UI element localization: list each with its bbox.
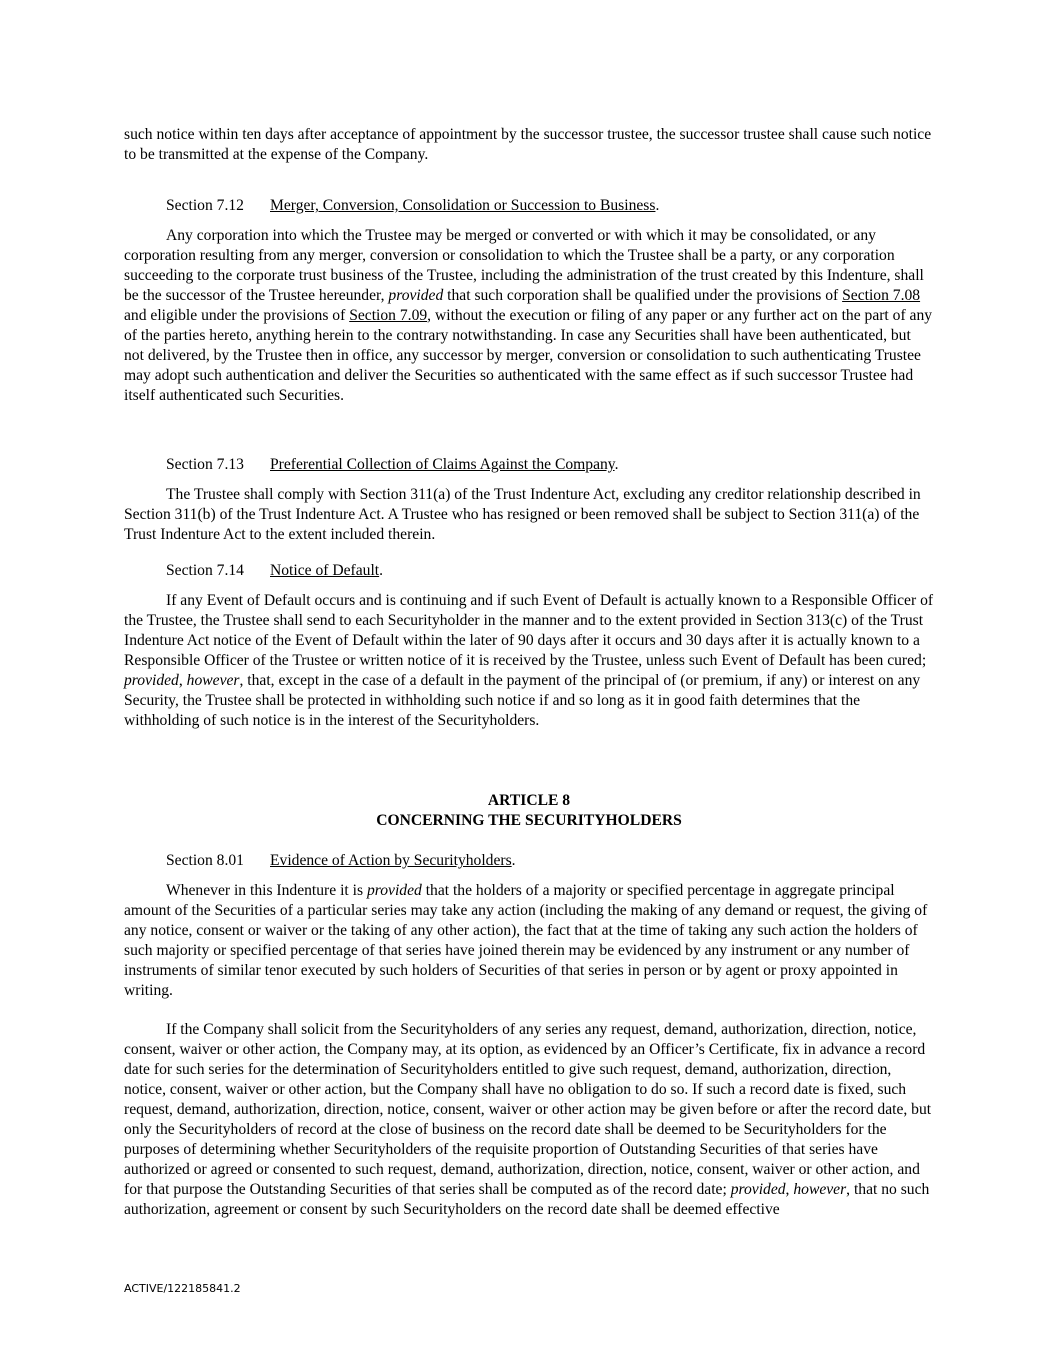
section-8-01-body: Whenever in this Indenture it is provided that the holders of a majority or specified percentage in aggregate principal amount of the Securities of a particular series may take any action (including the making of any demand or request, the giving of any notice, consent or waiver or the taking of any other action), the fact that at the time of taking any such action the holders of such majority or specified percentage of that series have joined therein may be evidenced by any instrument or any number of instruments of similar tenor executed by such holders of Securities of that series in person or by agent or proxy appointed in writing. (124, 882, 928, 999)
section-7-12-heading: Section 7.12 Merger, Conversion, Consolidation or Succession to Business. (166, 197, 660, 214)
section-8-01-heading: Section 8.01 Evidence of Action by Securityholders. (166, 852, 516, 869)
section-title: Preferential Collection of Claims Against the Company (270, 456, 615, 473)
document-id-footer: ACTIVE/122185841.2 (124, 1282, 241, 1295)
article-number: ARTICLE 8 (487, 792, 571, 809)
section-7-13-heading: Section 7.13 Preferential Collection of Claims Against the Company. (166, 456, 619, 473)
section-number: Section 7.12 (166, 197, 244, 214)
section-7-09-link[interactable]: Section 7.09 (349, 307, 428, 324)
section-title: Notice of Default (270, 562, 380, 579)
section-number: Section 8.01 (166, 852, 244, 869)
section-7-14-body: If any Event of Default occurs and is continuing and if such Event of Default is actually known to a Responsible Officer of the Trustee, the Trustee shall send to each Securityholder in the manner and to the extent provided in Section 313(c) of the Trust Indenture Act notice of the Event of Default within the later of 90 days after it occurs and 30 days after it is actually known to a Responsible Officer of the Trustee or written notice of it is received by the Trustee, unless such Event of Default has been cured; provided, however, that, except in the case of a default in the payment of the principal of (or premium, if any) or interest on any Security, the Trustee shall be protected in withholding such notice if and so long as it in good faith determines that the withholding of such notice is in the interest of the Securityholders. (124, 592, 934, 729)
section-number: Section 7.13 (166, 456, 244, 473)
section-title: Evidence of Action by Securityholders (270, 852, 512, 869)
continuation-paragraph: such notice within ten days after acceptance of appointment by the successor trustee, the successor trustee shall cause such notice to be transmitted at the expense of the Company. (124, 126, 932, 163)
section-7-13-body: The Trustee shall comply with Section 311(a) of the Trust Indenture Act, excluding any creditor relationship described in Section 311(b) of the Trust Indenture Act. A Trustee who has resigned or been removed shall be subject to Section 311(a) of the Trust Indenture Act to the extent included therein. (124, 486, 921, 543)
section-7-14-heading: Section 7.14 Notice of Default. (166, 562, 384, 579)
section-7-12-body: Any corporation into which the Trustee may be merged or converted or with which it may be consolidated, or any corporation resulting from any merger, conversion or consolidation to which the Trustee shall be a party, or any corporation succeeding to the corporate trust business of the Trustee, including the administration of the trust created by this Indenture, shall be the successor of the Trustee hereunder, provided that such corporation shall be qualified under the provisions of Section 7.08 and eligible under the provisions of Section 7.09, without the execution or filing of any paper or any further act on the part of any of the parties hereto, anything herein to the contrary notwithstanding. In case any Securities shall have been authenticated, but not delivered, by the Trustee then in office, any successor by merger, conversion or consolidation to such authenticating Trustee may adopt such authentication and deliver the Securities so authenticated with the same effect as if such successor Trustee had itself authenticated such Securities. (124, 227, 933, 404)
article-title: CONCERNING THE SECURITYHOLDERS (376, 812, 682, 829)
section-7-08-link[interactable]: Section 7.08 (842, 287, 921, 304)
section-title: Merger, Conversion, Consolidation or Succession to Business (270, 197, 656, 214)
section-8-01-second-paragraph: If the Company shall solicit from the Securityholders of any series any request, demand, authorization, direction, notice, consent, waiver or other action, the Company may, at its option, as evidenced by an Officer’s Certificate, fix in advance a record date for such series for the determination of Securityholders entitled to give such request, demand, authorization, direction, notice, consent, waiver or other action, but the Company shall have no obligation to do so. If such a record date is fixed, such request, demand, authorization, direction, notice, consent, waiver or other action may be given before or after the record date, but only the Securityholders of record at the close of business on the record date shall be deemed to be Securityholders for the purposes of determining whether Securityholders of the requisite proportion of Outstanding Securities of that series have authorized or agreed or consented to such request, demand, authorization, direction, notice, consent, waiver or other action, and for that purpose the Outstanding Securities of that series shall be computed as of the record date; provided, however, that no such authorization, agreement or consent by such Securityholders on the record date shall be deemed effective (124, 1021, 932, 1218)
section-number: Section 7.14 (166, 562, 244, 579)
